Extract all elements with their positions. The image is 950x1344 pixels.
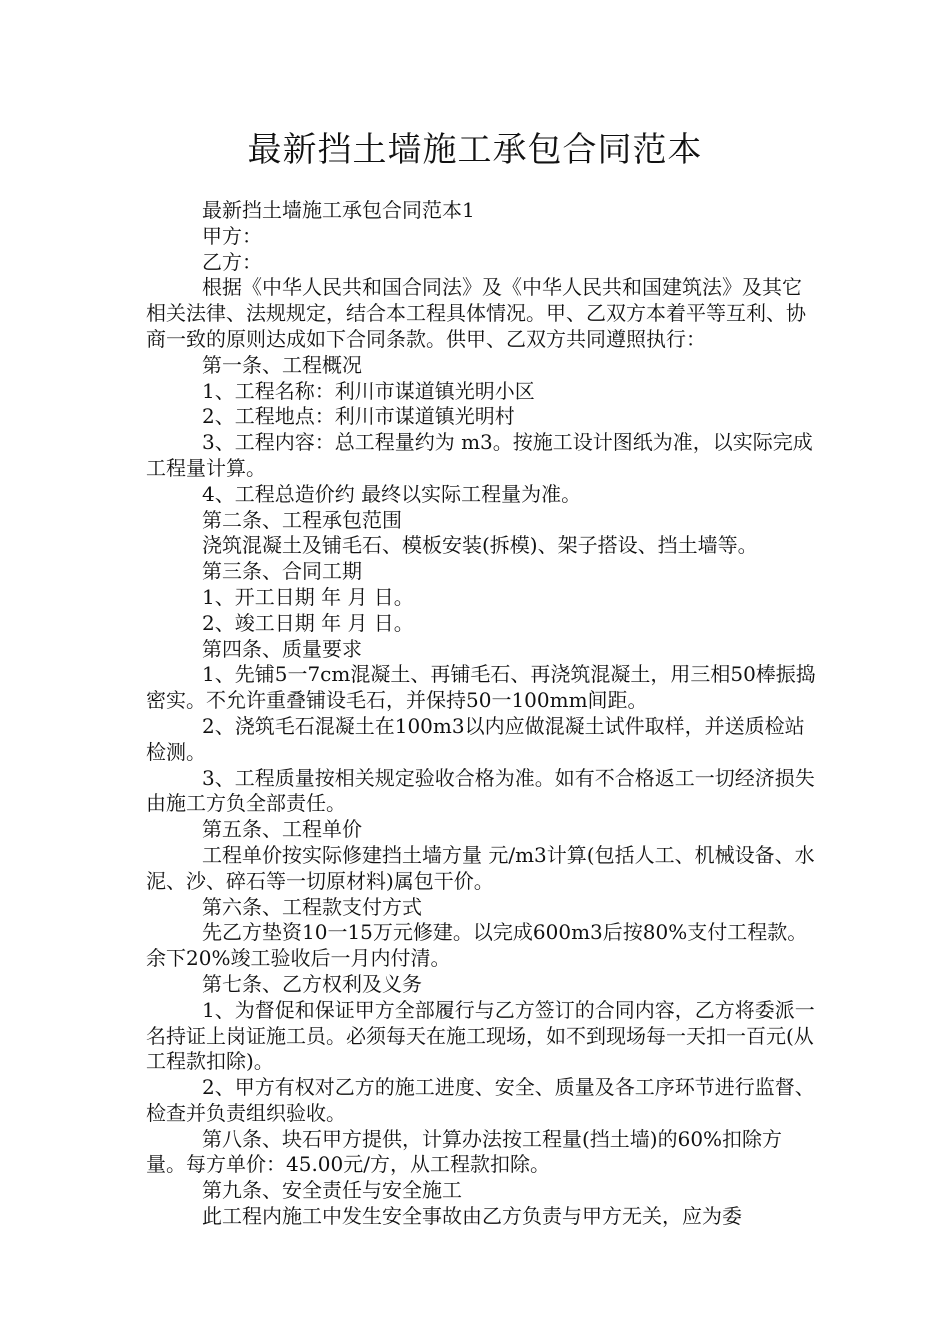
paragraph: 第八条、块石甲方提供，计算办法按工程量(挡土墙)的60%扣除方量。每方单价：45.00元/方，从工程款扣除。 <box>146 1126 783 1177</box>
paragraph: 工程单价按实际修建挡土墙方量 元/m3计算(包括人工、机械设备、水泥、沙、碎石等一切原材料)属包干价。 <box>146 842 815 893</box>
paragraph: 乙方： <box>202 249 262 274</box>
paragraph: 4、工程总造价约 最终以实际工程量为准。 <box>202 481 582 506</box>
paragraph: 第三条、合同工期 <box>202 559 362 584</box>
paragraph: 最新挡土墙施工承包合同范本1 <box>202 198 475 222</box>
paragraph: 第一条、工程概况 <box>202 352 362 377</box>
paragraph: 浇筑混凝土及铺毛石、模板安装(拆模)、架子搭设、挡土墙等。 <box>202 533 758 558</box>
paragraph: 2、浇筑毛石混凝土在100m3以内应做混凝土试件取样，并送质检站检测。 <box>146 713 805 764</box>
paragraph: 第五条、工程单价 <box>202 817 362 842</box>
document-body <box>146 198 816 1230</box>
paragraph: 此工程内施工中发生安全事故由乙方负责与甲方无关，应为委 <box>202 1204 742 1229</box>
paragraph: 2、竣工日期 年 月 日。 <box>202 610 414 635</box>
paragraph: 甲方： <box>202 223 262 248</box>
paragraph: 第六条、工程款支付方式 <box>202 894 422 919</box>
document-title: 最新挡土墙施工承包合同范本 <box>247 130 703 170</box>
paragraph: 第二条、工程承包范围 <box>202 507 402 532</box>
paragraph: 2、甲方有权对乙方的施工进度、安全、质量及各工序环节进行监督、检查并负责组织验收。 <box>146 1075 815 1125</box>
paragraph: 3、工程内容：总工程量约为 m3。按施工设计图纸为准，以实际完成工程量计算。 <box>146 430 813 480</box>
paragraph: 2、工程地点：利川市谋道镇光明村 <box>202 404 515 429</box>
paragraph: 1、先铺5一7cm混凝土、再铺毛石、再浇筑混凝土，用三相50棒振捣密实。不允许重叠铺设毛石，并保持50一100mm间距。 <box>146 662 816 713</box>
paragraph: 先乙方垫资10一15万元修建。以完成600m3后按80%支付工程款。余下20%竣工验收后一月内付清。 <box>146 920 808 971</box>
paragraph: 根据《中华人民共和国合同法》及《中华人民共和国建筑法》及其它相关法律、法规规定，结合本工程具体情况。甲、乙双方本着平等互利、协商一致的原则达成如下合同条款。供甲、乙双方共同遵照执行： <box>146 275 806 351</box>
paragraph: 第七条、乙方权利及义务 <box>202 971 422 996</box>
paragraph: 1、为督促和保证甲方全部履行与乙方签订的合同内容，乙方将委派一名持证上岗证施工员。必须每天在施工现场，如不到现场每一天扣一百元(从工程款扣除)。 <box>146 997 815 1074</box>
paragraph: 第四条、质量要求 <box>202 636 362 661</box>
paragraph: 第九条、安全责任与安全施工 <box>202 1178 462 1203</box>
paragraph: 1、工程名称：利川市谋道镇光明小区 <box>202 378 535 403</box>
paragraph: 1、开工日期 年 月 日。 <box>202 584 414 609</box>
paragraph: 3、工程质量按相关规定验收合格为准。如有不合格返工一切经济损失由施工方负全部责任。 <box>146 765 815 816</box>
